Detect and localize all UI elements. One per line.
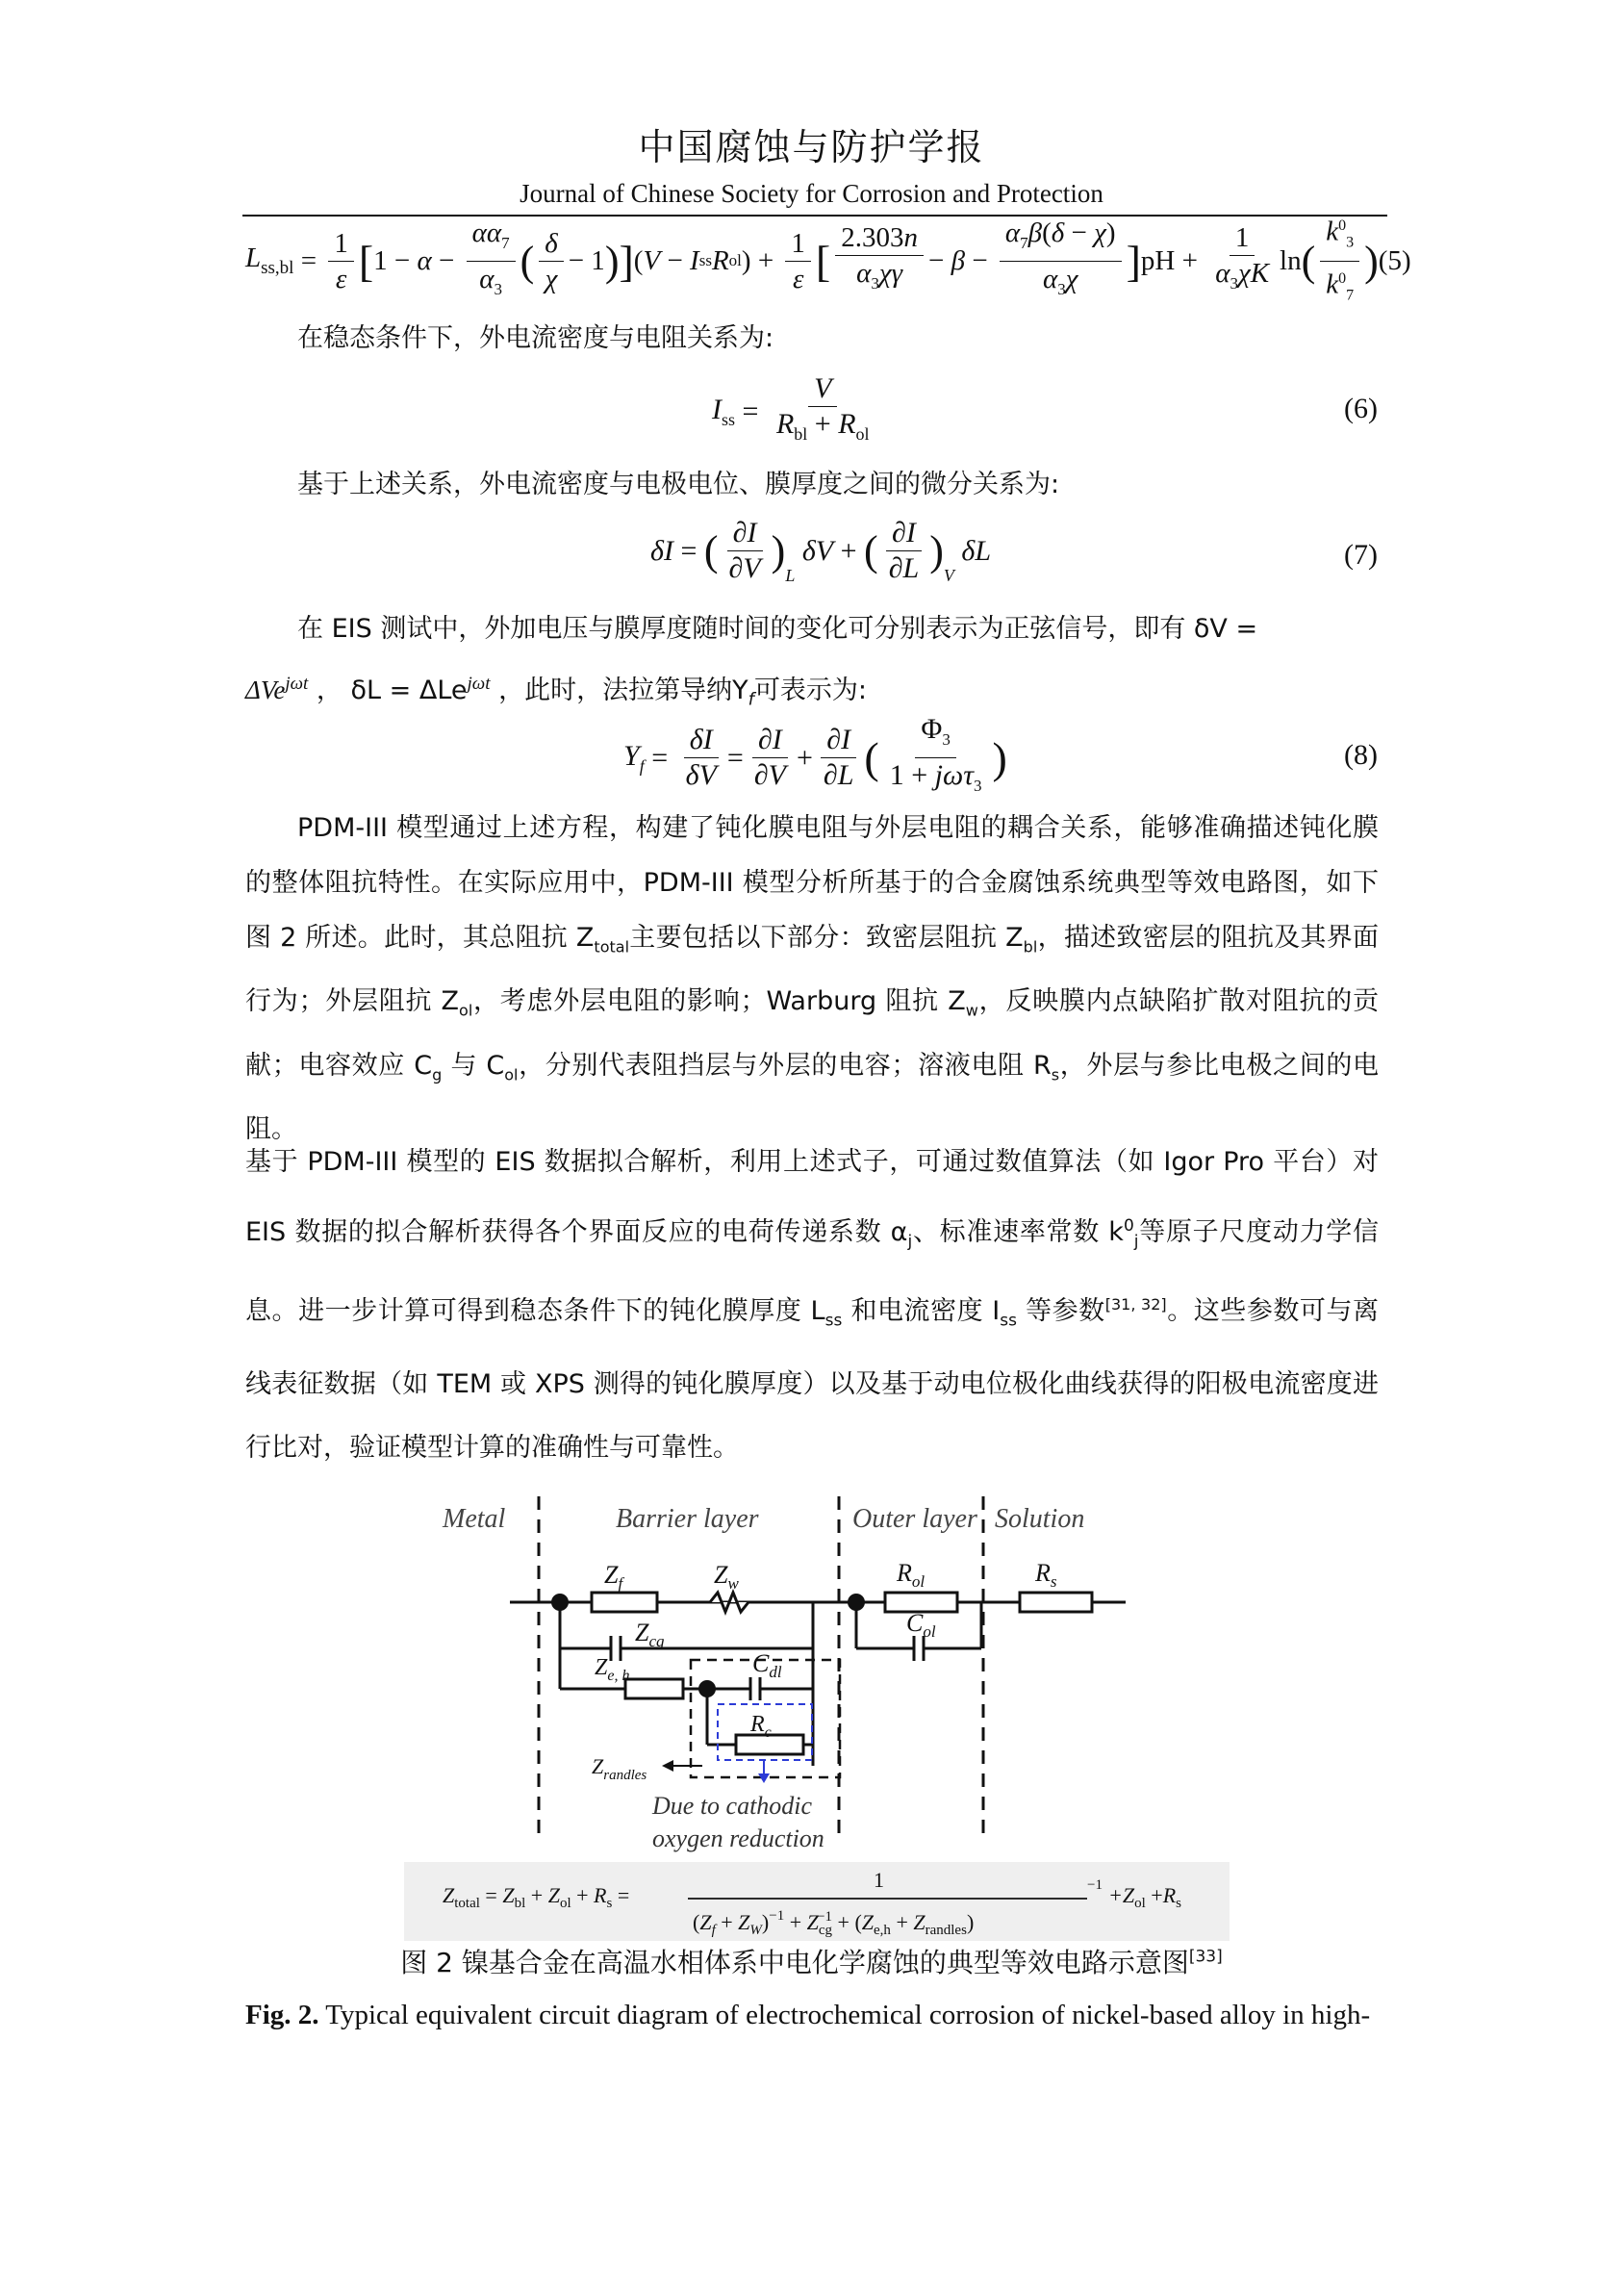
paragraph-1: 在稳态条件下，外电流密度与电阻关系为:	[297, 323, 774, 353]
svg-text:Cdl: $C_{dl}$	[752, 1649, 782, 1681]
paragraph-4: PDM-III 模型通过上述方程，构建了钝化膜电阻与外层电阻的耦合关系，能够准确描述钝化膜的整体阻抗特性。在实际应用中，PDM-III 模型分析所基于的合金腐蚀系统典型等效电路图，如下图 2 所述。此时，其总阻抗 $Z_{total}$主要包括以下部分：致密层阻抗 $Z_{bl}$，描述致密层的阻抗及其界面行为；外层阻抗 $Z_{ol}$，考虑外层电阻的影响；Warburg 阻抗 $Z_w$，反映膜内点缺陷扩散对阻抗的贡献；电容效应 $C_g$ 与 $C_{ol}$，分别代表阻挡层与外层的电容；溶液电阻 $R_s$，外层与参比电极之间的电阻。	[245, 813, 1380, 1145]
solution-label: Solution	[995, 1504, 1085, 1534]
rs-resistor	[1020, 1593, 1092, 1612]
svg-text:Ze, h: $Z_{e, h}$	[595, 1655, 630, 1684]
svg-text:Rc: $R_c$	[750, 1712, 772, 1741]
svg-text:Zcg: $Z_{cg}$	[635, 1619, 665, 1650]
equation-7: δI = ( $\frac{\partial I}{\partial V}$ ) $_L$ δV + ( $\frac{\partial I}{\partial L}$ ) $_V$ δL	[650, 517, 992, 585]
header-rule	[242, 215, 1387, 217]
zf-resistor	[592, 1593, 657, 1612]
equivalent-circuit-figure	[404, 1487, 1231, 1949]
equation-6: $I_{ss}$ = $\frac{V}{R_{bl} + R_{ol}}$	[712, 372, 870, 444]
svg-text:1: 1	[874, 1868, 884, 1892]
metal-label: Metal	[443, 1504, 506, 1534]
figure-note-line1: Due to cathodic	[652, 1792, 813, 1820]
zeh-resistor	[625, 1679, 683, 1698]
svg-text:+Zol +Rs: $+Z_{ol} +R_s$	[1108, 1883, 1181, 1911]
equation-5: $L_{ss,bl}$ = $\frac{1}{\varepsilon}$ [ 1 − α − $\frac{\alpha\alpha_7}{\alpha_3}$ ( $\frac{\delta}{\chi}$ − 1 ) ] ( V − I ss R ol ) + $\frac{1}{\varepsilon}$ [ $\frac{2.303n}{\alpha_3\chi\gamma}$ − β − $\frac{\alpha_7\beta(\delta - \chi)}{\alpha_3\chi}$ ] pH + $\frac{1}{\alpha_3\chi K}$ ln ( $\frac{k^0_3}{k^0_7}$ ) (5)	[245, 223, 1411, 298]
paragraph-5: 基于 PDM-III 模型的 EIS 数据拟合解析，利用上述式子，可通过数值算法（如 Igor Pro 平台）对 EIS 数据的拟合解析获得各个界面反应的电荷传递系数 $\alpha_j$、标准速率常数 $k^0_j$等原子尺度动力学信息。进一步计算可得到稳态条件下的钝化膜厚度 $L_{ss}$ 和电流密度 $I_{ss}$ 等参数[31, 32]。这些参数可与离线表征数据（如 TEM 或 XPS 测得的钝化膜厚度）以及基于动电位极化曲线获得的阳极电流密度进行比对，验证模型计算的准确性与可靠性。	[245, 1147, 1380, 1463]
figure-caption-en: Fig. 2. Typical equivalent circuit diagram of electrochemical corrosion of nickel-based alloy in high-	[245, 2000, 1371, 2030]
outer-layer-label: Outer layer	[852, 1504, 977, 1534]
figure-caption-cn: 图 2 镍基合金在高温水相体系中电化学腐蚀的典型等效电路示意图[33]	[400, 1947, 1223, 1978]
zw-warburg-element	[710, 1593, 748, 1612]
svg-text:Zw: $Z_w$	[714, 1561, 739, 1593]
svg-text:Col: $C_{ol}$	[906, 1609, 936, 1641]
equation-8-number: (8)	[1344, 739, 1378, 771]
svg-text:(Zf + ZW)−1 + Zcg−1 + (Ze,h +: $(Z_f + Z_W)^{-1} + Z_{cg}-1 + (Z_{e,h} + Z_{randles})$	[693, 1908, 975, 1938]
paragraph-3: 在 EIS 测试中，外加电压与膜厚度随时间的变化可分别表示为正弦信号，即有 δV = ΔVe$^{j\omega t}$ ， δL = ΔLe$^{j\omega t}$ ，此时，法拉第导纳$Y_f$可表示为:	[245, 614, 1258, 710]
svg-text:Zrandles: $Z_{randles}$	[592, 1754, 647, 1783]
journal-title-cn: 中国腐蚀与防护学报	[638, 126, 985, 168]
journal-title-en: Journal of Chinese Society for Corrosion and Protection	[520, 179, 1103, 208]
svg-text:−1: −1	[1087, 1877, 1103, 1893]
equation-6-number: (6)	[1344, 393, 1378, 424]
equation-8: $Y_f$ = $\frac{\delta I}{\delta V}$ = $\frac{\partial I}{\partial V}$ + $\frac{\partial I}{\partial L}$ ( $\frac{\Phi_3}{1 + j\omega\tau_3}$ )	[623, 713, 1007, 795]
svg-text:Rol: $R_{ol}$	[897, 1559, 926, 1591]
paragraph-2: 基于上述关系，外电流密度与电极电位、膜厚度之间的微分关系为:	[297, 470, 1060, 499]
svg-text:Ztotal = Zbl + Zol + Rs =: $Z_{total} = Z_{bl} + Z_{ol} + R_s$ =	[443, 1883, 630, 1911]
svg-text:Rs: $R_s$	[1035, 1559, 1057, 1591]
figure-note-line2: oxygen reduction	[652, 1824, 824, 1852]
svg-text:Zf: $Z_f$	[604, 1561, 623, 1593]
barrier-layer-label: Barrier layer	[616, 1504, 759, 1534]
equation-7-number: (7)	[1344, 539, 1378, 571]
